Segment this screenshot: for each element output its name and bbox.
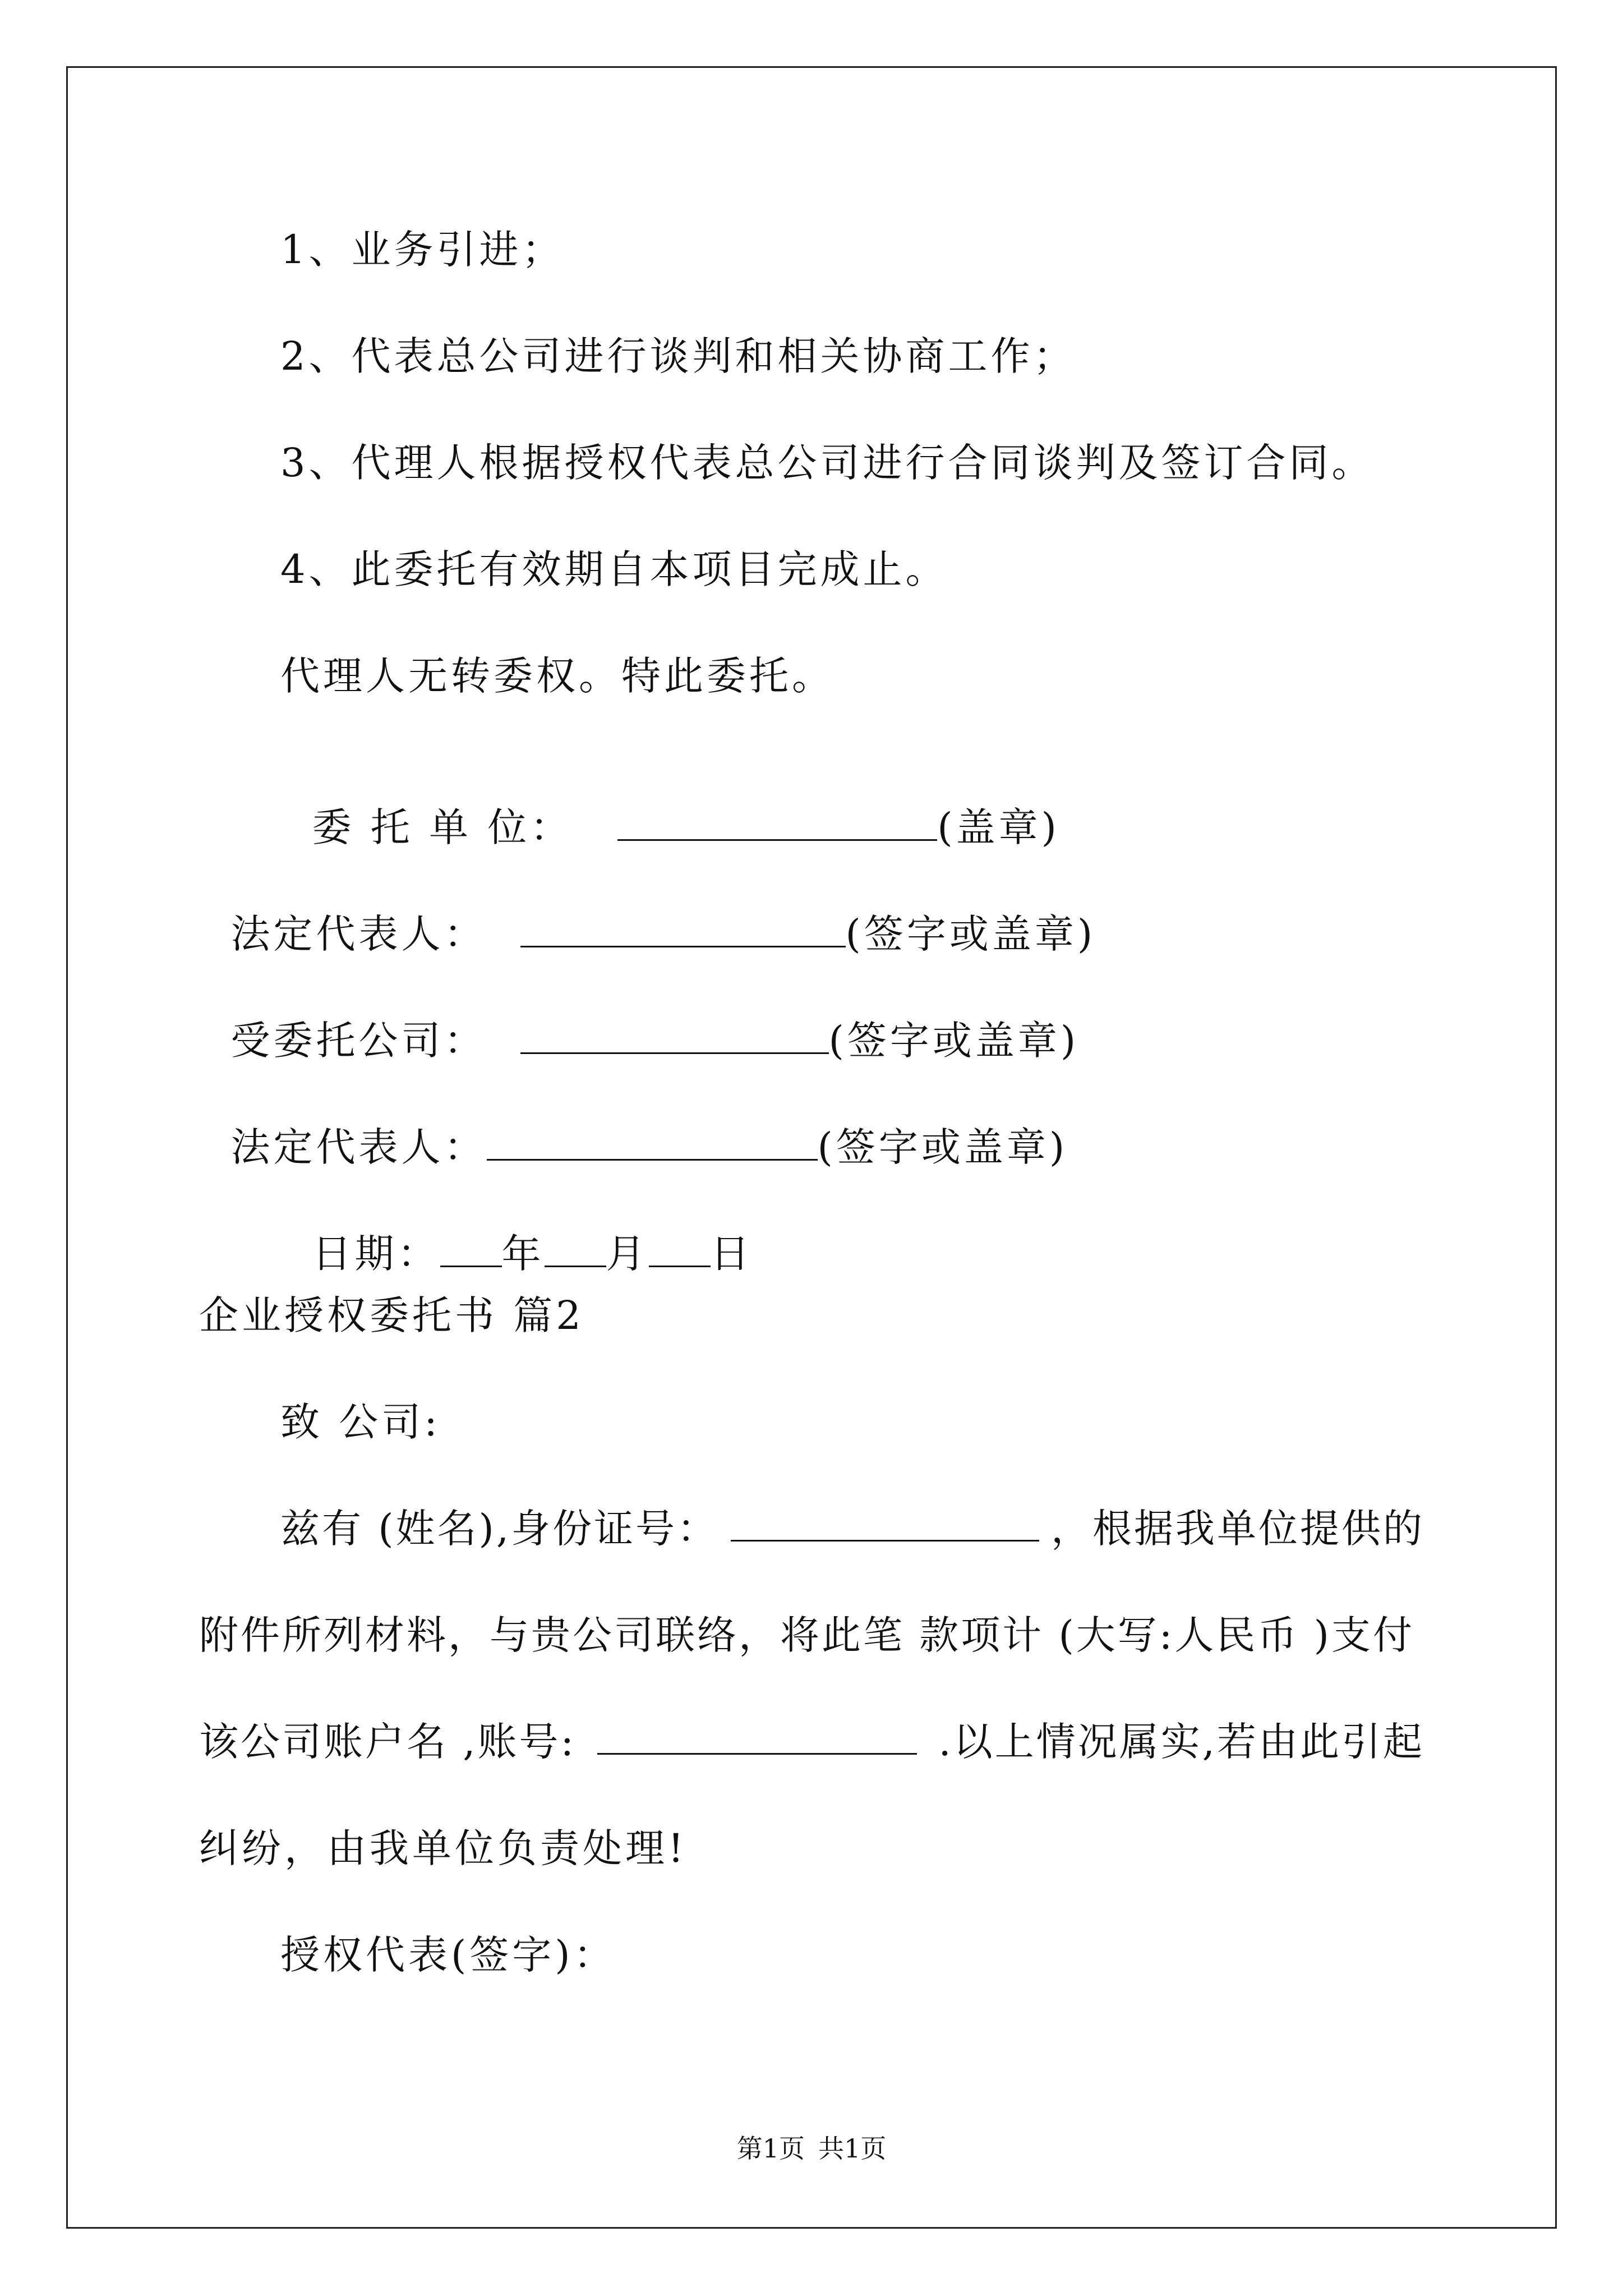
legal-rep-row-2 [199,1080,1068,1170]
legal-rep-label-2: 法定代表人： [230,1124,487,1170]
day-blank [649,1232,711,1267]
legal-rep-blank-1 [520,912,846,947]
date-row [280,1186,753,1276]
entrusted-company-label: 受委托公司： [230,1018,487,1064]
para-line-1-b: ，根据我单位提供的 [1051,1506,1424,1552]
date-year: 年 [501,1231,545,1277]
entrusted-company-note: (签字或盖章) [828,1018,1080,1064]
entrusting-unit-row [280,760,1060,850]
legal-rep-blank-2 [487,1125,818,1161]
legal-rep-label-1: 法定代表人： [230,911,487,957]
account-number-blank [597,1719,917,1755]
year-blank [440,1232,502,1267]
authorized-rep-signature: 授权代表(签字)： [280,1932,616,1978]
statement: 代理人无转委权。特此委托。 [280,653,834,699]
month-blank [545,1232,606,1267]
item-1: 1、业务引进； [280,227,565,273]
para-line-3-b: .以上情况属实,若由此引起 [938,1719,1424,1765]
para-line-4: 纠纷，由我单位负责处理! [199,1825,688,1871]
legal-rep-note-1: (签字或盖章) [845,911,1096,957]
entrusting-unit-label: 委 托 单 位： [312,804,573,850]
section-2-title: 企业授权委托书 篇2 [199,1292,584,1338]
legal-rep-note-2: (签字或盖章) [817,1124,1068,1170]
date-label: 日期： [312,1231,440,1277]
entrusting-unit-blank [617,806,937,841]
date-day: 日 [710,1231,753,1277]
item-3: 3、代理人根据授权代表总公司进行合同谈判及签订合同。 [280,440,1375,486]
item-4: 4、此委托有效期自本项目完成止。 [280,546,948,592]
para-line-3 [199,1719,1424,1764]
date-month: 月 [606,1231,649,1277]
page-number: 第1页 [736,2133,805,2164]
page-total: 共1页 [818,2133,887,2164]
addressee: 致 公司: [280,1399,441,1445]
entrusted-company-blank [520,1019,829,1054]
para-line-3-a: 该公司账户名 ,账号: [199,1719,577,1765]
entrusted-company-row [199,973,1079,1063]
page-footer [0,2132,1623,2165]
id-number-blank [731,1506,1039,1542]
para-line-1-a: 兹有 (姓名),身份证号： [280,1506,719,1552]
para-line-2 [199,1613,1424,1658]
legal-rep-row-1 [199,867,1096,956]
entrusting-unit-note: (盖章) [937,804,1060,850]
para-line-2-text: 附件所列材料，与贵公司联络，将此笔 款项计 (大写:人民币 )支付 [199,1612,1414,1658]
para-line-1 [280,1506,1424,1551]
item-2: 2、代表总公司进行谈判和相关协商工作； [280,333,1076,379]
